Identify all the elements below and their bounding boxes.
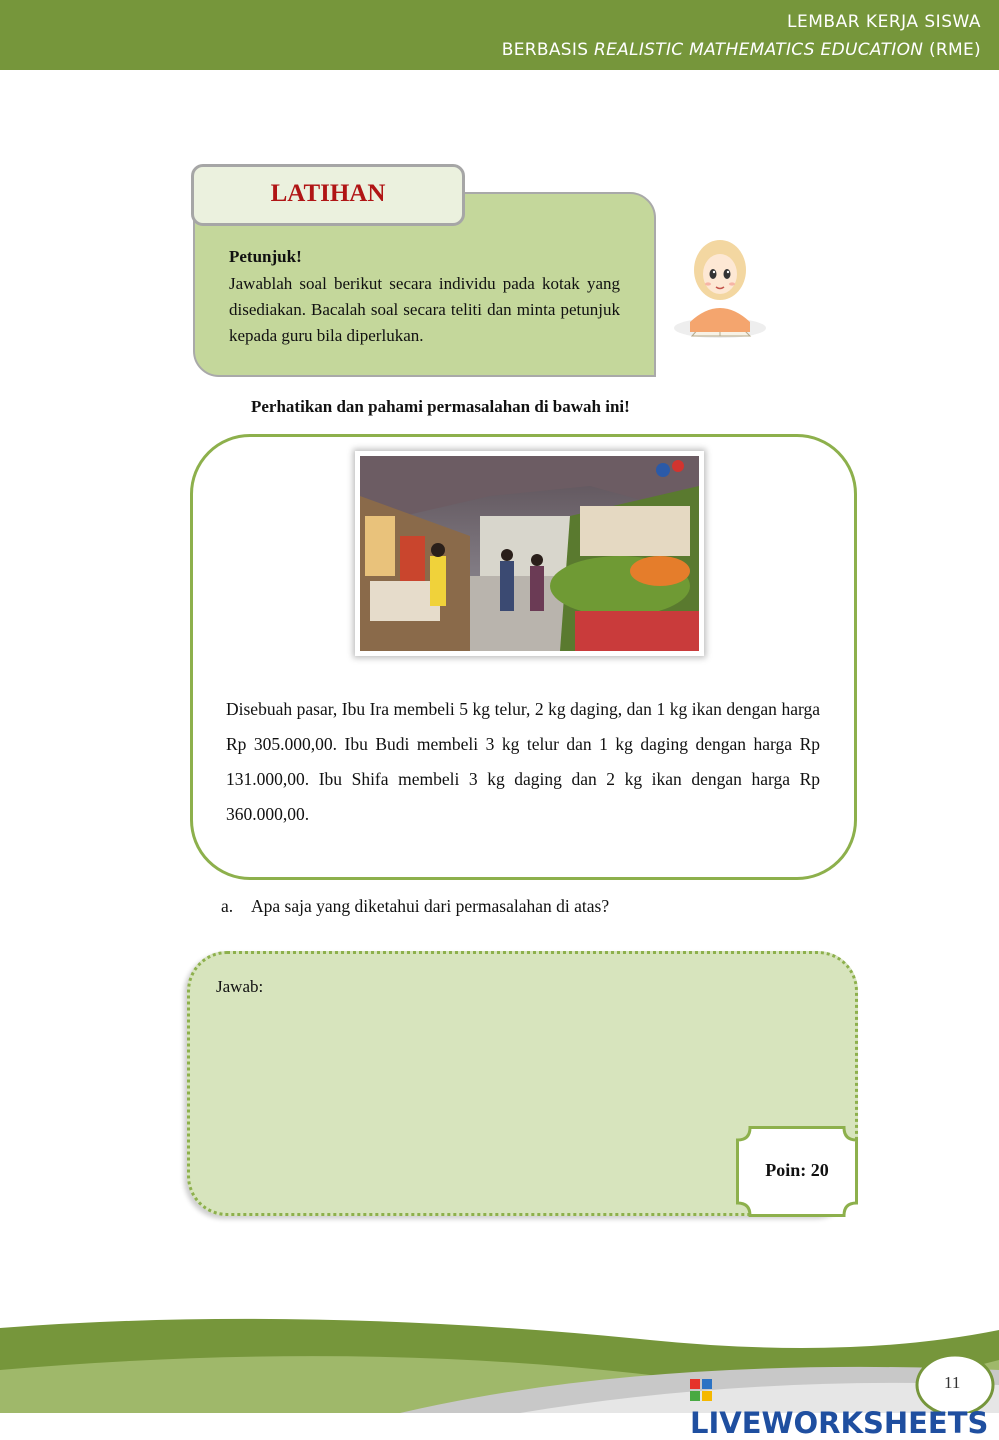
page-number: 11: [944, 1373, 961, 1392]
petunjuk-text: Jawablah soal berikut secara individu pada kotak yang disediakan. Bacalah soal secara teliti dan minta petunjuk kepada guru bila diperlukan.: [229, 274, 620, 345]
liveworksheets-icon: [690, 1379, 712, 1401]
problem-text: Disebuah pasar, Ibu Ira membeli 5 kg telur, 2 kg daging, dan 1 kg ikan dengan harga Rp 305.000,00. Ibu Budi membeli 3 kg telur dan 1 kg daging dengan harga Rp 131.000,00. Ibu Shifa membeli 3 kg daging dan 2 kg ikan dengan harga Rp 360.000,00.: [226, 699, 820, 824]
latihan-title: LATIHAN: [270, 180, 386, 207]
reading-girl-illustration: [670, 232, 770, 342]
answer-label: Jawab:: [216, 977, 264, 996]
market-photo: [355, 451, 704, 656]
petunjuk-title: Petunjuk!: [229, 247, 302, 266]
header-title: LEMBAR KERJA SISWA: [787, 12, 981, 32]
instruction-text: Perhatikan dan pahami permasalahan di bawah ini!: [251, 397, 630, 416]
question-label: a.: [221, 896, 234, 916]
question-a: [221, 896, 609, 917]
brand-text: LIVEWORKSHEETS: [690, 1406, 989, 1440]
market-photo-image: [360, 456, 699, 651]
header-subtitle: BERBASIS REALISTIC MATHEMATICS EDUCATION (RME): [501, 40, 981, 60]
page-header: [0, 0, 999, 70]
points-text: Poin: 20: [765, 1160, 829, 1180]
question-text: Apa saja yang diketahui dari permasalahan di atas?: [251, 896, 610, 916]
